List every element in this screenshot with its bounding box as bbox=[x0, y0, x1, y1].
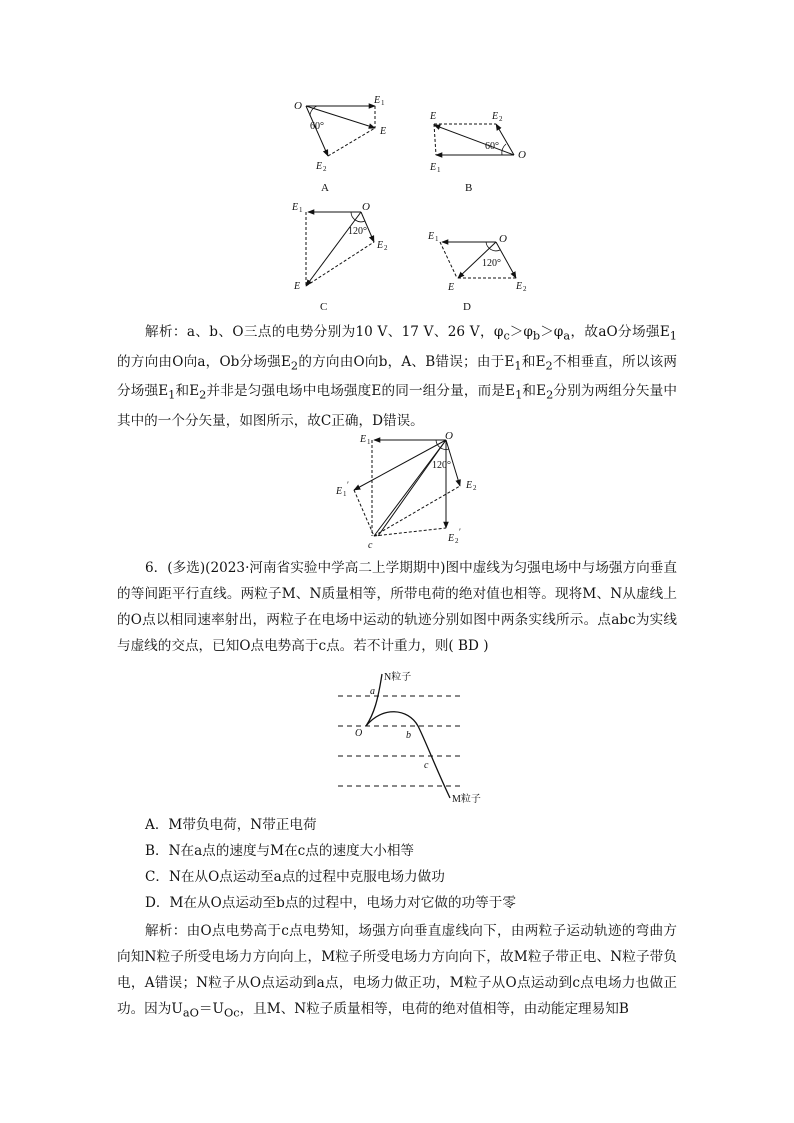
e2-label: E bbox=[492, 111, 499, 122]
e-label: E bbox=[380, 126, 387, 137]
point-c-label: c bbox=[424, 760, 429, 771]
figure-b bbox=[420, 104, 540, 200]
caption-a: A bbox=[321, 182, 329, 194]
dashed-side bbox=[440, 242, 457, 278]
e-label: E bbox=[294, 281, 301, 292]
question-6: 6．(多选)(2023·河南省实验中学高二上学期期中)图中虚线为匀强电场中与场强方向垂直的等间距平行直线。两粒子M、N质量相等，所带电荷的绝对值也相等。现将M、N从虚线上的O点以相同速率射出，两粒子在电场中运动的轨迹分别如图中两条实线所示。点abc为实线与虚线的交点，已知O点电势高于c点。若不计重力，则( BD ) bbox=[117, 560, 677, 654]
option-b: B．N在a点的速度与M在c点的速度大小相等 bbox=[145, 843, 415, 859]
e2-label: E bbox=[466, 480, 473, 491]
e1-prime-subscript: 1 bbox=[343, 490, 347, 498]
option-c: C．N在从O点运动至a点的过程中克服电场力做功 bbox=[145, 869, 445, 885]
dashed-side bbox=[306, 242, 374, 286]
e1-subscript: 1 bbox=[299, 206, 303, 214]
angle-label: 120° bbox=[482, 258, 501, 269]
point-o-label: O bbox=[518, 149, 526, 161]
angle-label: 60° bbox=[310, 121, 324, 132]
analysis-figure-diagram bbox=[330, 428, 500, 550]
e2-prime-subscript: 2 bbox=[455, 537, 459, 545]
point-c-label: c bbox=[368, 540, 373, 551]
e-vector bbox=[306, 212, 361, 286]
e-label: E bbox=[430, 111, 437, 122]
analysis-figure bbox=[330, 428, 500, 550]
figure-b-diagram bbox=[420, 104, 540, 200]
dashed-side bbox=[328, 128, 375, 156]
figure-c bbox=[286, 196, 396, 318]
dashed-side bbox=[374, 486, 460, 536]
e1-prime-label: E bbox=[336, 486, 343, 497]
e2-prime-mark: ′ bbox=[459, 527, 461, 537]
point-o-label: O bbox=[445, 430, 453, 442]
e1-prime-mark: ′ bbox=[347, 480, 349, 490]
e2-subscript: 2 bbox=[499, 115, 503, 123]
trajectory-figure bbox=[330, 668, 480, 804]
m-trajectory bbox=[366, 712, 450, 798]
e1-subscript: 1 bbox=[367, 438, 371, 446]
caption-c: C bbox=[320, 301, 328, 313]
e2-label: E bbox=[316, 161, 323, 172]
e2-subscript: 2 bbox=[523, 285, 527, 293]
option-d: D．M在从O点运动至b点的过程中，电场力对它做的功等于零 bbox=[145, 895, 516, 911]
dashed-side bbox=[354, 490, 374, 536]
e1-label: E bbox=[430, 162, 437, 173]
e2-prime-label: E bbox=[448, 533, 455, 544]
figure-d bbox=[420, 222, 540, 318]
caption-b: B bbox=[465, 182, 473, 194]
e1-subscript: 1 bbox=[437, 166, 441, 174]
angle-arc bbox=[502, 144, 506, 155]
figure-a bbox=[280, 92, 400, 200]
e1-subscript: 1 bbox=[381, 99, 385, 107]
point-o-label: O bbox=[499, 233, 507, 245]
e2-label: E bbox=[516, 281, 523, 292]
angle-label: 120° bbox=[432, 460, 451, 471]
analysis-q6: 解析：由O点电势高于c点电势知，场强方向垂直虚线向下，由两粒子运动轨迹的弯曲方向知N粒子所受电场力方向向上，M粒子所受电场力方向向下，故M粒子带正电、N粒子带负电，A错误；N粒子从O点运动到a点，电场力做正功，M粒子从O点运动到c点电场力也做正功。因为$U_{aO}=U_{Oc}$，且M、N粒子质量相等，电荷的绝对值相等，由动能定理易知B bbox=[117, 923, 677, 1020]
trajectory-diagram bbox=[330, 668, 480, 804]
e1-label: E bbox=[374, 95, 381, 106]
e2-label: E bbox=[377, 240, 384, 251]
e2-subscript: 2 bbox=[473, 484, 477, 492]
figure-c-diagram bbox=[286, 196, 396, 318]
angle-label: 60° bbox=[485, 141, 499, 152]
e2-subscript: 2 bbox=[323, 165, 327, 173]
e-label: E bbox=[448, 282, 455, 293]
point-a-label: a bbox=[370, 686, 375, 697]
e1-subscript: 1 bbox=[435, 235, 439, 243]
option-a: A．M带负电荷，N带正电荷 bbox=[145, 817, 317, 833]
point-b-label: b bbox=[406, 730, 411, 741]
n-particle-label: N粒子 bbox=[384, 672, 412, 683]
resultant-line bbox=[378, 440, 446, 536]
e1-label: E bbox=[428, 231, 435, 242]
angle-label: 120° bbox=[348, 226, 367, 237]
figure-d-diagram bbox=[420, 222, 540, 318]
analysis-q5: 解析：a、b、O三点的电势分别为10 V、17 V、26 V，$\varphi_c>\varphi_b>\varphi_a$，故aO分场强$E_1$的方向由O向a，Ob分场强$E_2$的方向由O向b，A、B错误；由于$E_1$和$E_2$不相垂直，所以该两分场强$E_1$和$E_2$并非是匀强电场中电场强度E的同一组分量，而是$E_1$和$E_2$分别为两组分矢量中其中的一个分矢量，如图所示，故C正确，D错误。 bbox=[117, 324, 678, 430]
e2-subscript: 2 bbox=[384, 244, 388, 252]
point-o-label: O bbox=[294, 100, 302, 112]
caption-d: D bbox=[463, 301, 471, 313]
figure-a-diagram bbox=[280, 92, 400, 200]
point-o-label: O bbox=[355, 728, 363, 739]
point-o-label: O bbox=[362, 201, 370, 213]
e1-label: E bbox=[360, 434, 367, 445]
e1-label: E bbox=[292, 202, 299, 213]
dashed-side bbox=[434, 124, 436, 155]
m-particle-label: M粒子 bbox=[452, 794, 481, 805]
